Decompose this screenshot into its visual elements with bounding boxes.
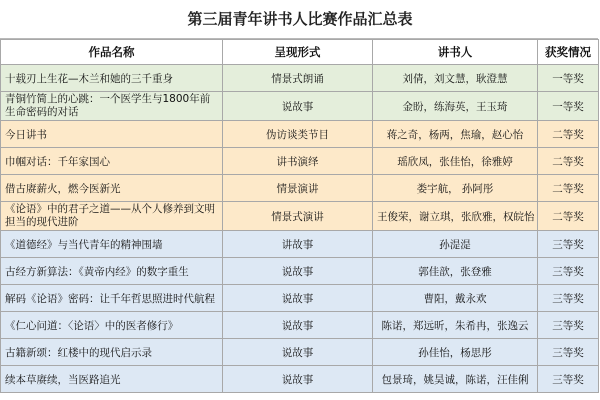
cell-speakers[interactable]: 金盼，练海英，王玉琦 [373,92,538,121]
table-row [1,175,599,202]
table-row [1,339,599,366]
cell-presentation-form[interactable]: 说故事 [223,366,373,393]
cell-presentation-form[interactable]: 情景式演讲 [223,202,373,231]
cell-award[interactable]: 二等奖 [538,121,599,148]
cell-award[interactable]: 三等奖 [538,366,599,393]
header-row [1,40,599,65]
cell-award[interactable]: 二等奖 [538,148,599,175]
cell-speakers[interactable]: 娄宇航， 孙阿彤 [373,175,538,202]
cell-award[interactable]: 二等奖 [538,175,599,202]
cell-work-name[interactable]: 《道德经》与当代青年的精神围墙 [1,231,223,258]
column-header-speakers[interactable]: 讲书人 [373,40,538,65]
cell-work-name[interactable]: 《仁心问道：〈论语〉中的医者修行》 [1,312,223,339]
cell-presentation-form[interactable]: 说故事 [223,92,373,121]
cell-work-name[interactable]: 十载刃上生花—木兰和她的三千重身 [1,65,223,92]
cell-presentation-form[interactable]: 说故事 [223,339,373,366]
award-summary-table [0,39,599,393]
cell-presentation-form[interactable]: 讲书演绎 [223,148,373,175]
cell-presentation-form[interactable]: 情景演讲 [223,175,373,202]
table-row [1,148,599,175]
cell-work-name[interactable]: 青铜竹简上的心跳：一个医学生与1800年前生命密码的对话 [1,92,223,121]
cell-presentation-form[interactable]: 情景式朗诵 [223,65,373,92]
cell-award[interactable]: 三等奖 [538,231,599,258]
table-row [1,312,599,339]
cell-award[interactable]: 三等奖 [538,312,599,339]
column-header-presentation-form[interactable]: 呈现形式 [223,40,373,65]
table-row [1,202,599,231]
cell-work-name[interactable]: 古籍新颂：红楼中的现代启示录 [1,339,223,366]
table-row [1,258,599,285]
table-row [1,92,599,121]
cell-work-name[interactable]: 解码《论语》密码：让千年哲思照进时代航程 [1,285,223,312]
cell-speakers[interactable]: 孙佳怡，杨思彤 [373,339,538,366]
cell-award[interactable]: 一等奖 [538,65,599,92]
cell-speakers[interactable]: 陈诺，郑远昕，朱希冉，张逸云 [373,312,538,339]
cell-work-name[interactable]: 今日讲书 [1,121,223,148]
cell-speakers[interactable]: 王俊荣，谢立琪，张欣雅，权皖怡 [373,202,538,231]
cell-work-name[interactable]: 借古赓薪火，燃今医新光 [1,175,223,202]
cell-award[interactable]: 三等奖 [538,285,599,312]
table-row [1,366,599,393]
cell-speakers[interactable]: 孙湜湜 [373,231,538,258]
cell-presentation-form[interactable]: 讲故事 [223,231,373,258]
cell-speakers[interactable]: 瑶欣凤，张佳怡，徐雅婷 [373,148,538,175]
cell-speakers[interactable]: 蒋之奇，杨两，焦瑜，赵心怡 [373,121,538,148]
cell-work-name[interactable]: 续本草赓续，当医路追光 [1,366,223,393]
cell-award[interactable]: 三等奖 [538,339,599,366]
cell-presentation-form[interactable]: 伪访谈类节目 [223,121,373,148]
cell-speakers[interactable]: 曹阳，戴永欢 [373,285,538,312]
table-row [1,65,599,92]
cell-award[interactable]: 一等奖 [538,92,599,121]
cell-presentation-form[interactable]: 说故事 [223,285,373,312]
cell-work-name[interactable]: 古经方新算法：《黄帝内经》的数字重生 [1,258,223,285]
column-header-work-name[interactable]: 作品名称 [1,40,223,65]
cell-speakers[interactable]: 刘倩，刘文慧，耿澄慧 [373,65,538,92]
table-row [1,121,599,148]
cell-speakers[interactable]: 郭佳歆，张登雅 [373,258,538,285]
cell-award[interactable]: 三等奖 [538,258,599,285]
cell-presentation-form[interactable]: 说故事 [223,258,373,285]
table-title: 第三届青年讲书人比赛作品汇总表 [187,10,413,28]
cell-award[interactable]: 二等奖 [538,202,599,231]
cell-work-name[interactable]: 《论语》中的君子之道——从个人修养到文明担当的现代进阶 [1,202,223,231]
column-header-award[interactable]: 获奖情况 [538,40,599,65]
cell-speakers[interactable]: 包景琦，姚昊诚，陈诺，汪佳俐 [373,366,538,393]
cell-work-name[interactable]: 巾帼对话：千年家国心 [1,148,223,175]
table-row [1,285,599,312]
summary-sheet [0,38,598,397]
cell-presentation-form[interactable]: 说故事 [223,312,373,339]
table-row [1,231,599,258]
